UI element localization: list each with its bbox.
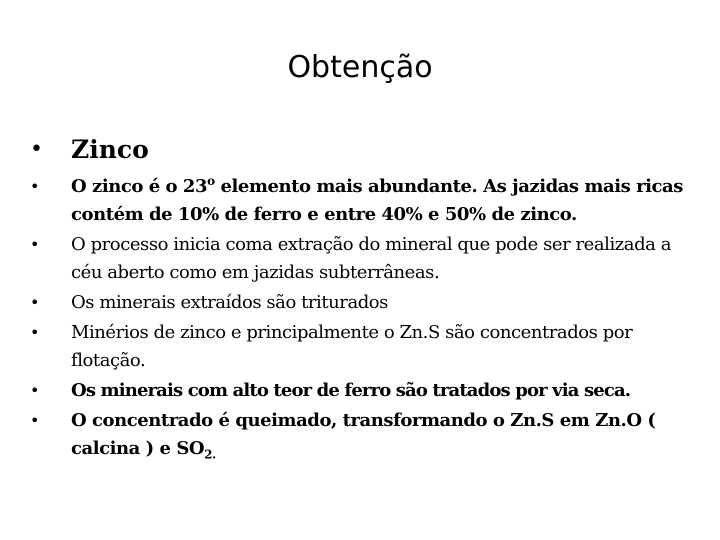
list-item-text: Minérios de zinco e principalmente o Zn.S são concentrados por flotação. (71, 322, 633, 371)
ordinal-indicator: o (207, 174, 215, 188)
list-item-text-end: elemento mais abundante. As jazidas mais ricas contém de 10% de ferro e entre 40% e 50% de zinco. (71, 176, 683, 225)
list-item (27, 231, 697, 287)
subscript-text: 2. (204, 447, 216, 462)
list-item-text (71, 410, 656, 462)
list-item-text (71, 176, 683, 225)
list-item-text-start: O concentrado é queimado, transformando o Zn.S em Zn.O ( calcina ) e SO (71, 410, 656, 459)
list-item (27, 377, 697, 405)
bullet-icon: • (30, 137, 43, 162)
list-item (27, 173, 697, 229)
bullet-list (27, 173, 697, 463)
list-item-text: Os minerais com alto teor de ferro são tratados por via seca. (71, 380, 631, 401)
list-item (27, 407, 697, 463)
bullet-icon: • (30, 235, 39, 254)
bullet-icon: • (30, 177, 39, 196)
section-heading (27, 132, 697, 168)
list-item-text: O processo inicia coma extração do mineral que pode ser realizada a céu aberto como em jazidas subterrâneas. (71, 234, 671, 283)
list-item (27, 319, 697, 375)
slide-title: Obtenção (287, 50, 433, 85)
list-item-text: Os minerais extraídos são triturados (71, 292, 388, 313)
slide-content (27, 132, 697, 465)
list-item-text-start: O zinco é o 23 (71, 176, 208, 197)
bullet-icon: • (30, 381, 39, 400)
bullet-icon: • (30, 293, 39, 312)
bullet-icon: • (30, 323, 39, 342)
bullet-icon: • (30, 411, 39, 430)
list-item (27, 289, 697, 317)
section-heading-text: Zinco (71, 135, 149, 164)
